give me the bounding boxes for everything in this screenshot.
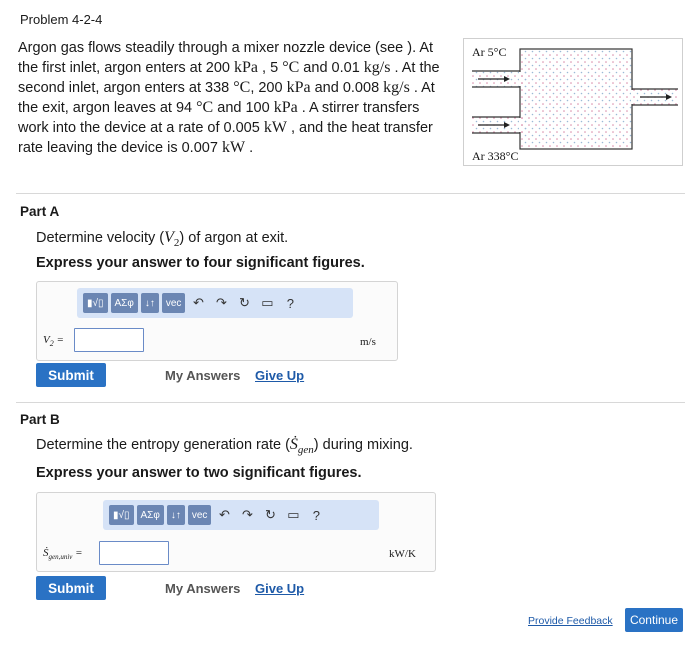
part-b-submit-button[interactable]: Submit bbox=[36, 576, 106, 600]
undo-icon[interactable]: ↶ bbox=[218, 507, 230, 522]
part-b-instruction: Express your answer to two significant figures. bbox=[36, 465, 362, 481]
part-a-answer-panel bbox=[36, 281, 398, 361]
divider bbox=[16, 193, 685, 194]
part-b-answer-input[interactable] bbox=[99, 541, 169, 565]
part-b-unit: kW/K bbox=[389, 548, 416, 560]
greek-symbols-button[interactable]: ΑΣφ bbox=[111, 293, 138, 313]
part-a-unit: m/s bbox=[360, 336, 376, 348]
part-a-instruction: Express your answer to four significant figures. bbox=[36, 255, 365, 271]
part-a-math-toolbar bbox=[77, 288, 353, 318]
keyboard-icon[interactable]: ▭ bbox=[261, 295, 274, 310]
problem-statement: Argon gas flows steadily through a mixer nozzle device (see ). At the first inlet, argon enters at 200 kPa , 5 °C and 0.01 kg/s . At the second inlet, argon enters at 338 °C, 200 kPa and 0.008 kg/s . At the exit, argon leaves at 94 °C and 100 kPa . A stirrer transfers work into the device at a rate of 0.005 kW , and the heat transfer rate leaving the device is 0.007 kW . bbox=[18, 40, 440, 156]
arrows-button[interactable]: ↓↑ bbox=[141, 293, 159, 313]
help-button[interactable]: ? bbox=[286, 295, 295, 311]
part-a-question: Determine velocity $(V_2)$ of argon at exit. bbox=[36, 229, 289, 249]
matrix-template-button[interactable]: ▮√▯ bbox=[109, 505, 134, 525]
matrix-template-button[interactable]: ▮√▯ bbox=[83, 293, 108, 313]
part-a-variable-label: $V_2$ = bbox=[43, 334, 64, 349]
part-b-answer-panel bbox=[36, 492, 436, 572]
part-a-submit-button[interactable]: Submit bbox=[36, 363, 106, 387]
greek-symbols-button[interactable]: ΑΣφ bbox=[137, 505, 164, 525]
inlet-1-label: Ar 5°C bbox=[472, 45, 507, 59]
divider bbox=[16, 402, 685, 403]
part-b-my-answers-link[interactable]: My Answers bbox=[165, 581, 241, 596]
reset-icon[interactable]: ↻ bbox=[264, 507, 276, 522]
part-b-give-up-link[interactable]: Give Up bbox=[255, 581, 305, 596]
keyboard-icon[interactable]: ▭ bbox=[287, 507, 300, 522]
inlet-2-label: Ar 338°C bbox=[472, 149, 519, 163]
part-b-question: Determine the entropy generation rate (Ṡ$_{gen}$) during mixing. bbox=[36, 436, 413, 456]
help-button[interactable]: ? bbox=[312, 507, 321, 523]
part-a-title: Part A bbox=[20, 204, 60, 219]
problem-title: Problem 4-2-4 bbox=[20, 12, 103, 27]
vector-button[interactable]: vec bbox=[162, 293, 186, 313]
mixer-diagram-drawing bbox=[464, 39, 684, 167]
continue-button[interactable]: Continue bbox=[625, 608, 683, 632]
part-b-title: Part B bbox=[20, 412, 60, 427]
redo-icon[interactable]: ↷ bbox=[215, 295, 227, 310]
part-b-variable-label: Ṡ$_{gen,univ}$ = bbox=[43, 547, 83, 562]
undo-icon[interactable]: ↶ bbox=[192, 295, 204, 310]
part-a-answer-input[interactable] bbox=[74, 328, 144, 352]
vector-button[interactable]: vec bbox=[188, 505, 212, 525]
reset-icon[interactable]: ↻ bbox=[238, 295, 250, 310]
arrows-button[interactable]: ↓↑ bbox=[167, 505, 185, 525]
part-a-give-up-link[interactable]: Give Up bbox=[255, 368, 305, 383]
provide-feedback-link[interactable]: Provide Feedback bbox=[528, 615, 613, 627]
part-a-my-answers-link[interactable]: My Answers bbox=[165, 368, 241, 383]
mixer-diagram bbox=[463, 38, 683, 166]
part-b-math-toolbar bbox=[103, 500, 379, 530]
redo-icon[interactable]: ↷ bbox=[241, 507, 253, 522]
